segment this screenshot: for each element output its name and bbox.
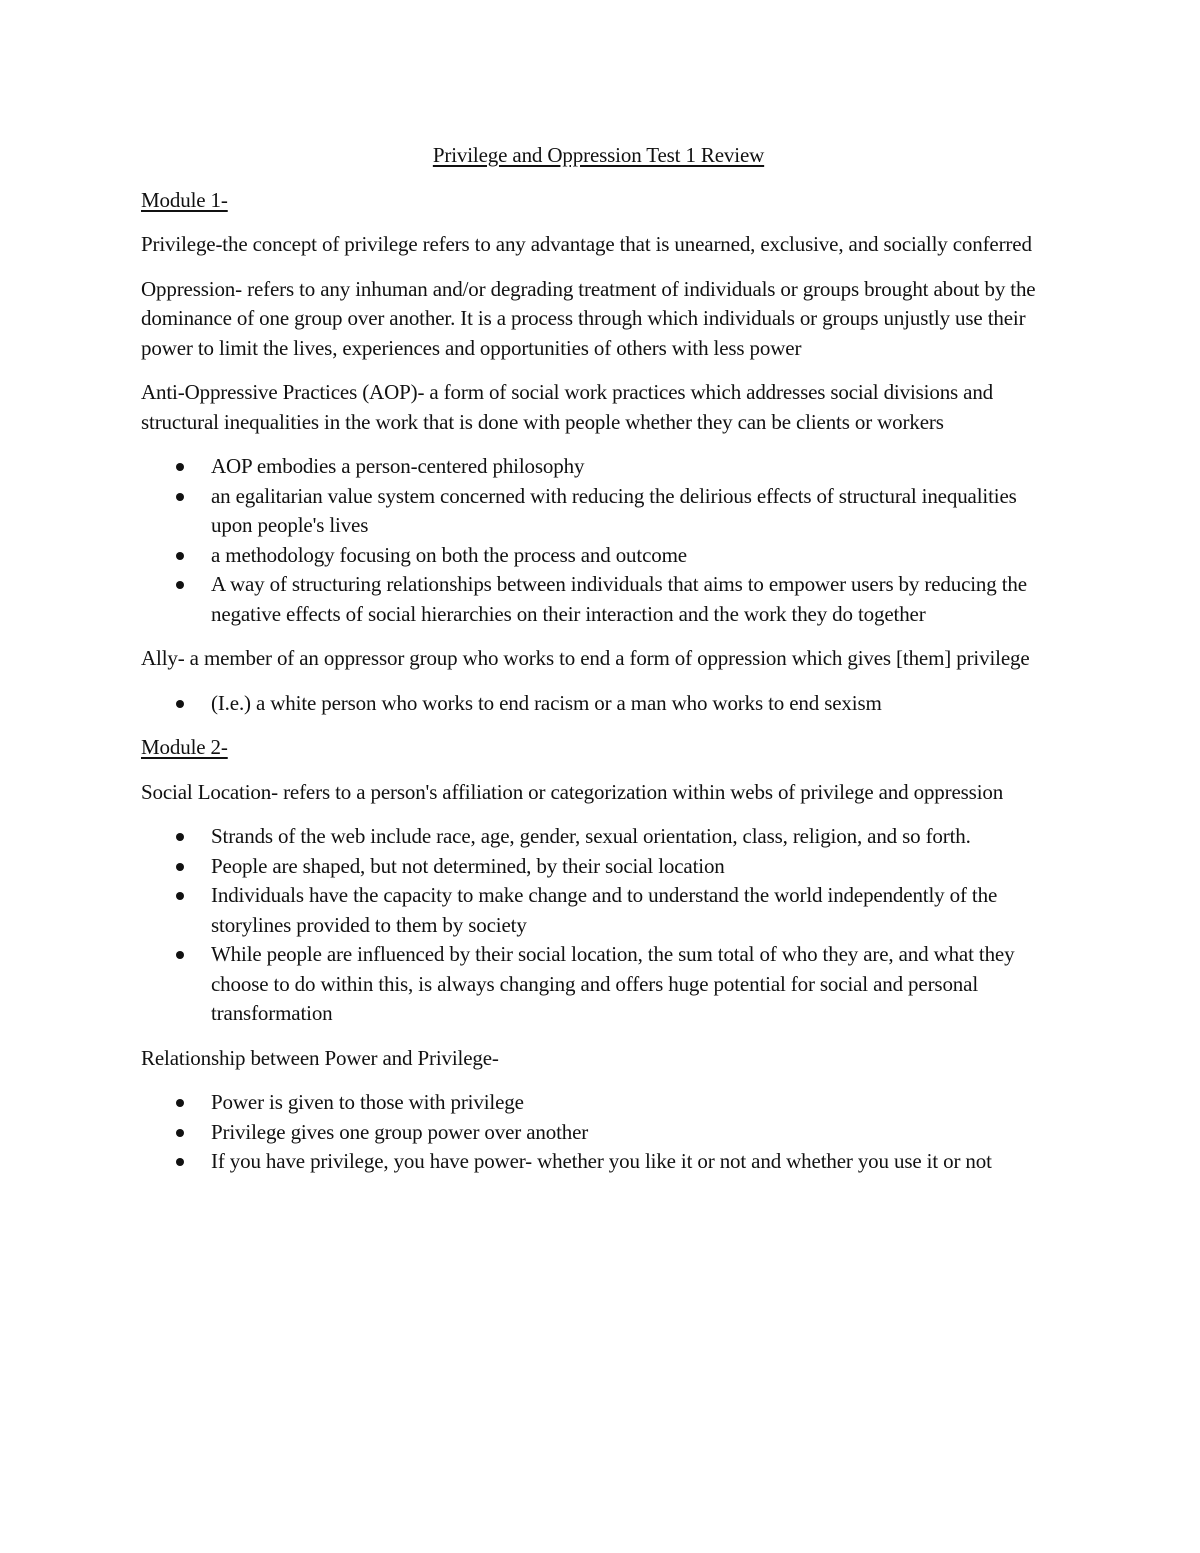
list-item: A way of structuring relationships between individuals that aims to empower users by reducing the negative effects of social hierarchies on their interaction and the work they do together [141, 570, 1056, 629]
social-location-definition: Social Location- refers to a person's affiliation or categorization within webs of privilege and oppression [141, 779, 1004, 804]
aop-bullet-list [141, 452, 1056, 629]
list-item: AOP embodies a person-centered philosophy [141, 452, 1056, 482]
ally-bullet-list [141, 689, 1056, 719]
list-item: Individuals have the capacity to make change and to understand the world independently of the storylines provided to them by society [141, 881, 1056, 940]
list-item: Privilege gives one group power over another [141, 1118, 1056, 1148]
power-privilege-heading: Relationship between Power and Privilege- [141, 1045, 499, 1070]
privilege-definition: Privilege-the concept of privilege refers to any advantage that is unearned, exclusive, and socially conferred [141, 232, 1032, 256]
list-item: an egalitarian value system concerned with reducing the delirious effects of structural inequalities upon people's lives [141, 482, 1056, 541]
list-item: Power is given to those with privilege [141, 1088, 1056, 1118]
list-item: (I.e.) a white person who works to end racism or a man who works to end sexism [141, 689, 1056, 719]
document-body [141, 141, 1056, 1192]
list-item: While people are influenced by their social location, the sum total of who they are, and what they choose to do within this, is always changing and offers huge potential for social and personal transformation [141, 940, 1056, 1029]
aop-definition: Anti-Oppressive Practices (AOP)- a form of social work practices which addresses social divisions and structural inequalities in the work that is done with people whether they can be clients or workers [141, 380, 994, 434]
document-title: Privilege and Oppression Test 1 Review [432, 143, 765, 167]
module-1-heading: Module 1- [141, 187, 228, 212]
list-item: Strands of the web include race, age, gender, sexual orientation, class, religion, and so forth. [141, 822, 1056, 852]
list-item: If you have privilege, you have power- whether you like it or not and whether you use it or not [141, 1147, 1056, 1177]
power-privilege-bullet-list [141, 1088, 1056, 1177]
ally-definition: Ally- a member of an oppressor group who works to end a form of oppression which gives [them] privilege [141, 646, 1030, 670]
oppression-definition: Oppression- refers to any inhuman and/or degrading treatment of individuals or groups brought about by the dominance of one group over another. It is a process through which individuals or groups unjustly use their power to limit the lives, experiences and opportunities of others with less power [141, 276, 1036, 360]
social-location-bullet-list [141, 822, 1056, 1029]
module-2-heading: Module 2- [141, 735, 228, 759]
list-item: People are shaped, but not determined, by their social location [141, 852, 1056, 882]
list-item: a methodology focusing on both the process and outcome [141, 541, 1056, 571]
